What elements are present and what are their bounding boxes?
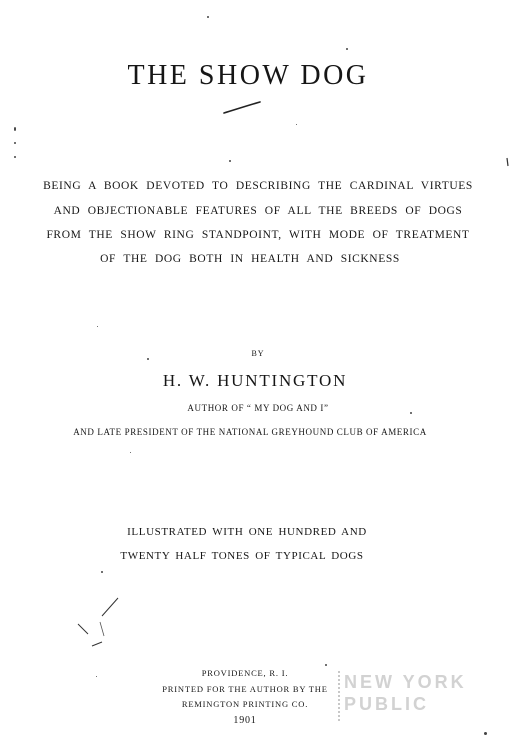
description-line-4: OF THE DOG BOTH IN HEALTH AND SICKNESS [100, 253, 400, 265]
book-title: THE SHOW DOG [127, 60, 369, 91]
imprint-year: 1901 [233, 715, 257, 726]
scan-speck [130, 452, 131, 453]
scan-speck [97, 326, 98, 327]
description-line-2: AND OBJECTIONABLE FEATURES OF ALL THE BREEDS OF DOGS [53, 205, 463, 217]
description-line-1: BEING A BOOK DEVOTED TO DESCRIBING THE CARDINAL VIRTUES [43, 180, 473, 192]
library-stamp: NEW YORK PUBLIC [338, 671, 488, 721]
scan-speck [14, 127, 16, 131]
imprint-printer-name: REMINGTON PRINTING CO. [181, 699, 309, 709]
scan-speck [229, 160, 231, 162]
imprint-printer-line: PRINTED FOR THE AUTHOR BY THE [162, 684, 328, 694]
author-affiliation: AND LATE PRESIDENT OF THE NATIONAL GREYHOUND CLUB OF AMERICA [73, 427, 427, 437]
scan-speck [296, 124, 297, 125]
scan-speck [96, 676, 97, 677]
illustration-note-line-1: ILLUSTRATED WITH ONE HUNDRED AND [127, 526, 367, 538]
scan-speck [346, 48, 348, 50]
author-credit: AUTHOR OF “ MY DOG AND I” [187, 403, 329, 413]
by-label: BY [251, 349, 265, 358]
imprint-place: PROVIDENCE, R. I. [201, 668, 289, 678]
description-line-3: FROM THE SHOW RING STANDPOINT, WITH MODE OF TREATMENT [46, 229, 470, 241]
scan-speck [14, 142, 16, 144]
scan-speck [147, 358, 149, 360]
scan-speck [325, 664, 327, 666]
author-name: H. W. HUNTINGTON [162, 371, 348, 390]
scan-speck [101, 571, 103, 573]
scan-speck [14, 156, 16, 158]
scan-speck [207, 16, 209, 18]
illustration-note-line-2: TWENTY HALF TONES OF TYPICAL DOGS [120, 550, 364, 562]
scan-speck [410, 412, 412, 414]
scan-speck [484, 732, 487, 735]
